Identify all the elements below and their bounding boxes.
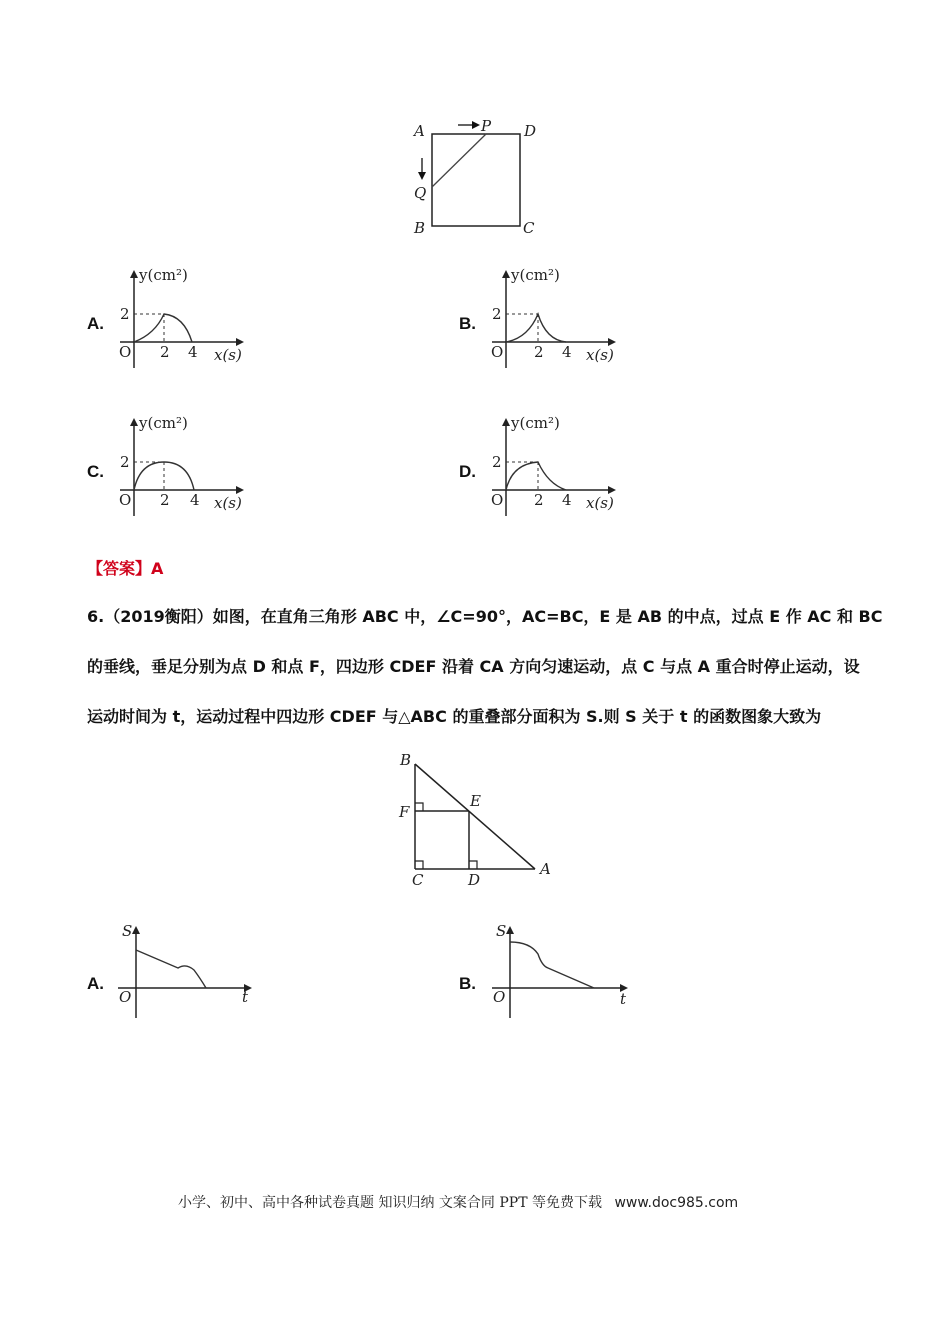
origin-label: O (119, 491, 132, 509)
label-c: C (412, 871, 424, 889)
q5-option-c-graph[interactable] (110, 410, 250, 520)
x-axis-label: x(s) (586, 494, 614, 512)
origin-label: O (119, 988, 132, 1006)
label-e: E (470, 792, 481, 810)
origin-label: O (491, 491, 504, 509)
right-arrow-icon (472, 121, 480, 129)
x-tick-4: 4 (188, 343, 198, 361)
right-angle-mark-d (469, 861, 477, 869)
y-axis-label: S (496, 922, 507, 940)
label-d: D (524, 122, 537, 140)
label-b: B (400, 751, 412, 769)
y-axis-label: y(cm²) (139, 414, 188, 432)
curve-q6-a (136, 950, 206, 988)
question6-line3: 运动时间为 t，运动过程中四边形 CDEF 与△ABC 的重叠部分面积为 S.则 S 关于 t 的函数图象大致为 (87, 707, 822, 726)
x-axis-label: x(s) (214, 346, 242, 364)
q6-option-a-graph[interactable] (108, 918, 258, 1022)
origin-label: O (491, 343, 504, 361)
q5-option-d-graph[interactable] (482, 410, 622, 520)
curve-b (506, 314, 566, 342)
x-axis-label: x(s) (586, 346, 614, 364)
q6-option-a-letter[interactable]: A. (87, 974, 104, 993)
segment-pq (432, 134, 486, 187)
question6-line2: 的垂线，垂足分别为点 D 和点 F，四边形 CDEF 沿着 CA 方向匀速运动，点 C 与点 A 重合时停止运动，设 (87, 657, 860, 676)
x-tick-4: 4 (562, 491, 572, 509)
down-arrow-icon (418, 172, 426, 180)
footer-link[interactable]: www.doc985.com (614, 1195, 739, 1211)
x-tick-2: 2 (160, 343, 170, 361)
triangle-figure (392, 748, 562, 892)
y-tick-2: 2 (120, 305, 130, 323)
square-figure (400, 112, 550, 242)
label-f: F (399, 803, 410, 821)
y-axis-label: S (122, 922, 133, 940)
q5-option-c-letter[interactable]: C. (87, 462, 104, 481)
origin-label: O (119, 343, 132, 361)
curve-d (506, 462, 566, 490)
footer (178, 1192, 738, 1212)
x-tick-4: 4 (562, 343, 572, 361)
y-axis-label: y(cm²) (511, 266, 560, 284)
curve-a (134, 314, 192, 342)
q6-option-b-letter[interactable]: B. (459, 974, 476, 993)
x-tick-2: 2 (534, 491, 544, 509)
origin-label: O (493, 988, 506, 1006)
y-tick-2: 2 (492, 305, 502, 323)
y-tick-2: 2 (120, 453, 130, 471)
x-axis-label: t (620, 990, 627, 1008)
x-tick-4: 4 (190, 491, 200, 509)
label-a: A (414, 122, 425, 140)
x-axis-label: x(s) (214, 494, 242, 512)
curve-q6-b (510, 942, 594, 988)
question6-line1: 6.（2019衡阳）如图，在直角三角形 ABC 中，∠C=90°，AC=BC，E 是 AB 的中点，过点 E 作 AC 和 BC (87, 607, 883, 626)
q5-option-d-letter[interactable]: D. (459, 462, 476, 481)
answer-label: 【答案】A (87, 559, 164, 578)
x-tick-2: 2 (534, 343, 544, 361)
q5-option-b-graph[interactable] (482, 262, 622, 372)
y-tick-2: 2 (492, 453, 502, 471)
footer-text: 小学、初中、高中各种试卷真题 知识归纳 文案合同 PPT 等免费下载 (178, 1195, 602, 1211)
label-a: A (540, 860, 551, 878)
label-p: P (481, 117, 492, 135)
right-angle-mark-c (415, 861, 423, 869)
label-c: C (523, 219, 535, 237)
y-axis-label: y(cm²) (139, 266, 188, 284)
q5-option-a-letter[interactable]: A. (87, 314, 104, 333)
x-axis-label: t (242, 988, 249, 1006)
q5-option-b-letter[interactable]: B. (459, 314, 476, 333)
y-axis-label: y(cm²) (511, 414, 560, 432)
label-d: D (468, 871, 481, 889)
label-q: Q (414, 184, 427, 202)
label-b: B (414, 219, 426, 237)
x-tick-2: 2 (160, 491, 170, 509)
q6-option-b-graph[interactable] (482, 918, 632, 1022)
q5-option-a-graph[interactable] (110, 262, 250, 372)
right-angle-mark-f (415, 803, 423, 811)
square-outline (432, 134, 520, 226)
